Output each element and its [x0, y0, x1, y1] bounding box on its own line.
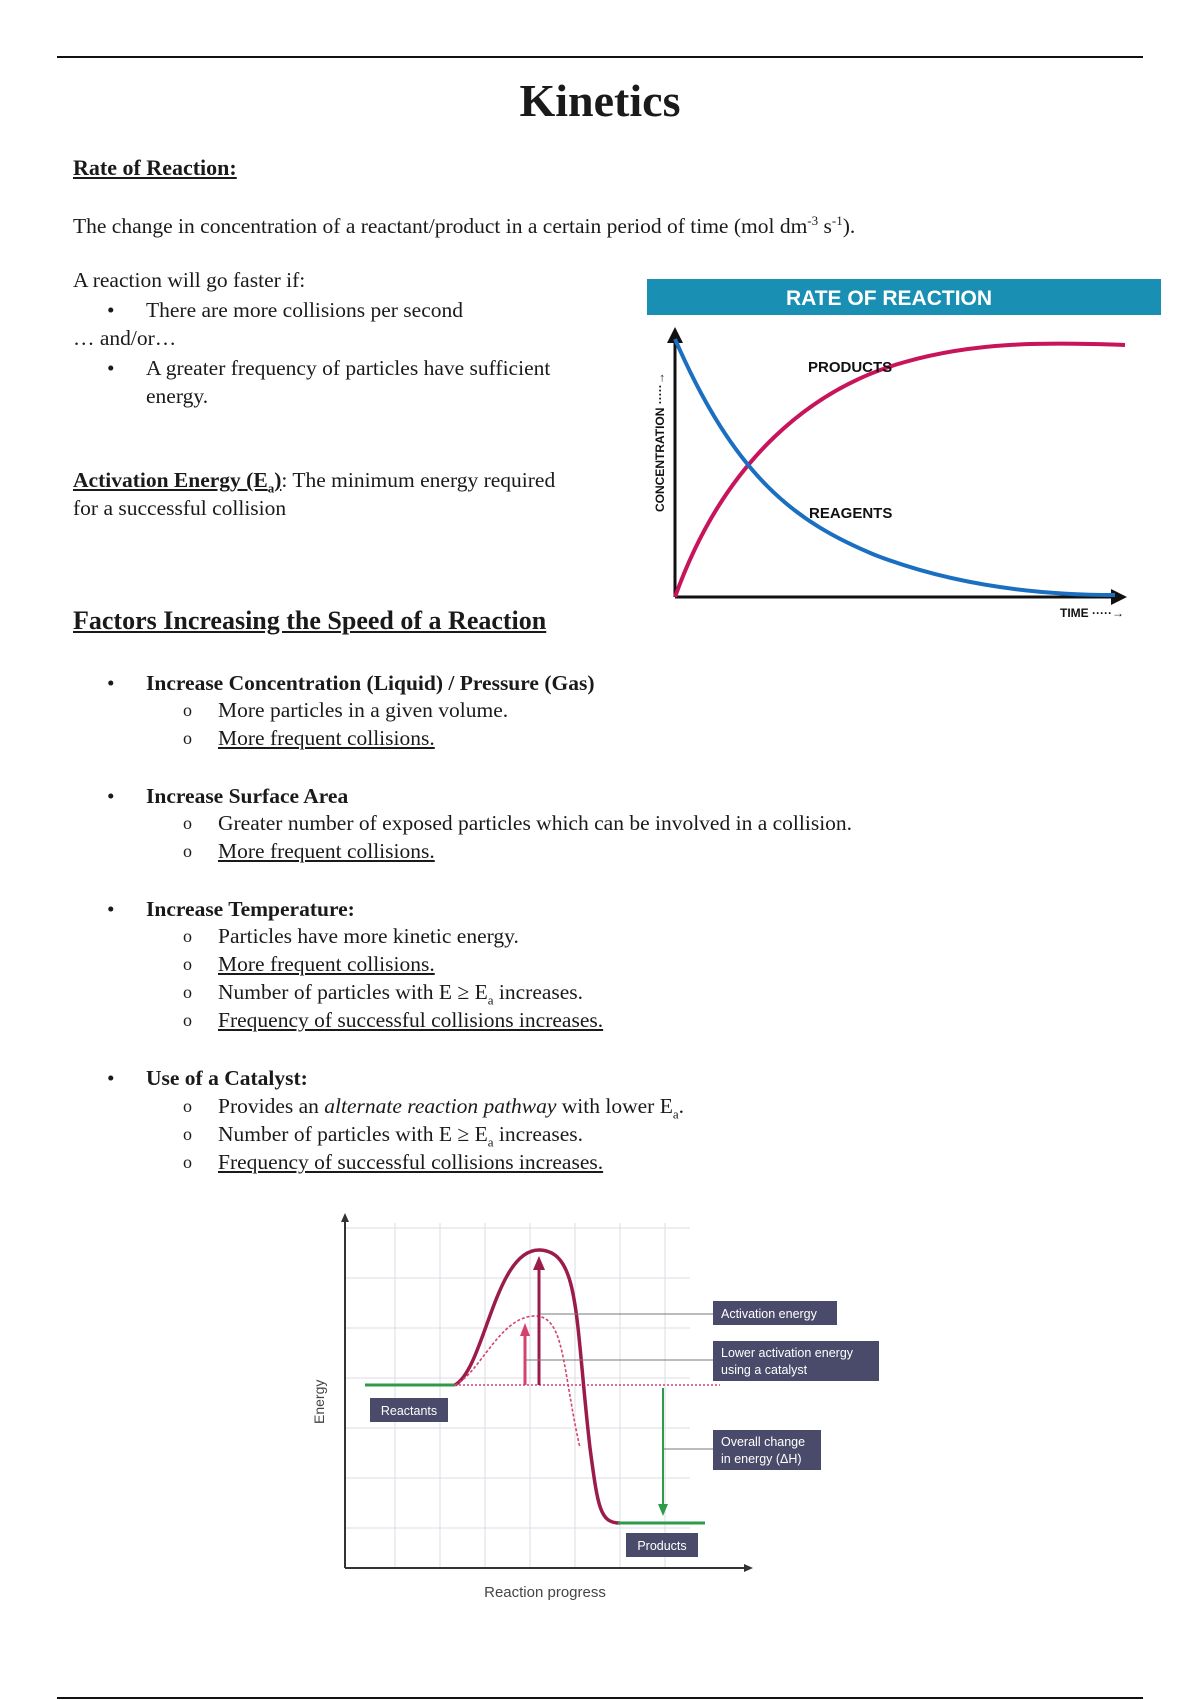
energy-x-arrow	[744, 1564, 753, 1572]
rate-chart-title: RATE OF REACTION	[785, 287, 993, 310]
products-label: Products	[637, 1539, 687, 1553]
overall-change-label-2: in energy (ΔH)	[721, 1452, 802, 1466]
rate-heading: Rate of Reaction:	[73, 155, 237, 180]
products-label: PRODUCTS	[808, 359, 893, 376]
energy-grid	[345, 1223, 690, 1568]
reagents-label: REAGENTS	[809, 505, 893, 522]
rate-y-label: CONCENTRATION ·····→	[653, 372, 667, 512]
bottom-rule	[57, 1697, 1143, 1699]
lower-activation-label-1: Lower activation energy	[721, 1346, 854, 1360]
catalyst-arrowhead	[520, 1323, 530, 1336]
energy-profile-chart	[300, 1208, 900, 1608]
energy-x-label: Reaction progress	[484, 1584, 606, 1601]
activation-definition: Activation Energy $(E_a)$: The minimum energy required for a successful collision	[73, 468, 556, 520]
energy-y-label: Energy	[311, 1379, 327, 1424]
overall-change-label-1: Overall change	[721, 1435, 806, 1449]
page-title: Kinetics	[519, 75, 681, 126]
activation-arrowhead	[533, 1256, 545, 1270]
rate-x-label: TIME ·····→	[1060, 606, 1124, 620]
reagents-curve	[675, 339, 1115, 595]
rate-x-arrow	[1111, 589, 1127, 605]
andor-text: … and/or…	[73, 326, 177, 350]
faster-intro: A reaction will go faster if:	[73, 268, 306, 292]
products-curve	[675, 344, 1125, 597]
energy-y-arrow	[341, 1213, 349, 1222]
top-rule	[57, 56, 1143, 58]
rate-definition: The change in concentration of a reactant/product in a certain period of time (mol $dm^{-3}$ $s^{-1}$).	[73, 212, 856, 238]
activation-energy-label: Activation energy	[721, 1307, 817, 1321]
lower-activation-label-2: using a catalyst	[721, 1363, 808, 1377]
reactants-label: Reactants	[380, 1404, 438, 1418]
factors-heading: Factors Increasing the Speed of a Reaction	[73, 606, 547, 635]
enthalpy-arrowhead	[658, 1504, 668, 1516]
rate-of-reaction-chart	[645, 277, 1165, 622]
